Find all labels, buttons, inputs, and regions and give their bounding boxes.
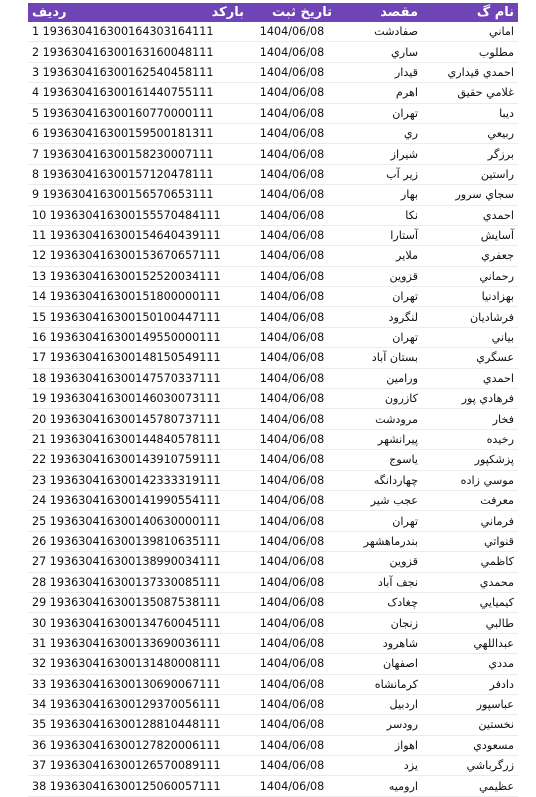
- table-row: [28, 429, 518, 449]
- header-date: تاریخ ثبت: [248, 3, 336, 22]
- row-date: 1404/06/08: [248, 409, 336, 429]
- table-row: [28, 552, 518, 572]
- row-date: 1404/06/08: [248, 715, 336, 735]
- row-radif-barcode: 26 193630416300139810635111: [28, 531, 248, 551]
- row-destination: پيرانشهر: [336, 429, 422, 449]
- row-radif-barcode: 2 193630416300163160048111: [28, 42, 248, 62]
- table-row: [28, 144, 518, 164]
- table-row: [28, 123, 518, 143]
- row-name: بهزادنيا: [422, 287, 518, 307]
- row-destination: آستارا: [336, 225, 422, 245]
- row-radif-barcode: 23 193630416300142333319111: [28, 470, 248, 490]
- row-name: رخيده: [422, 429, 518, 449]
- row-date: 1404/06/08: [248, 674, 336, 694]
- row-name: زرگرباشي: [422, 756, 518, 776]
- row-destination: كرمانشاه: [336, 674, 422, 694]
- row-date: 1404/06/08: [248, 205, 336, 225]
- row-radif-barcode: 15 193630416300150100447111: [28, 307, 248, 327]
- table-row: [28, 42, 518, 62]
- row-name: برزگر: [422, 144, 518, 164]
- row-date: 1404/06/08: [248, 511, 336, 531]
- row-destination: تهران: [336, 511, 422, 531]
- row-date: 1404/06/08: [248, 572, 336, 592]
- row-destination: صفادشت: [336, 22, 422, 42]
- row-destination: اردبيل: [336, 694, 422, 714]
- row-name: احمدي: [422, 205, 518, 225]
- row-name: بياني: [422, 327, 518, 347]
- row-radif-barcode: 24 193630416300141990554111: [28, 490, 248, 510]
- table-row: [28, 674, 518, 694]
- table-header: [28, 3, 518, 22]
- row-radif-barcode: 22 193630416300143910759111: [28, 450, 248, 470]
- row-date: 1404/06/08: [248, 389, 336, 409]
- table-row: [28, 348, 518, 368]
- row-radif-barcode: 10 193630416300155570484111: [28, 205, 248, 225]
- row-date: 1404/06/08: [248, 62, 336, 82]
- row-radif-barcode: 25 193630416300140630000111: [28, 511, 248, 531]
- table-row: [28, 613, 518, 633]
- table-row: [28, 694, 518, 714]
- row-name: رحماني: [422, 266, 518, 286]
- row-date: 1404/06/08: [248, 735, 336, 755]
- table-row: [28, 776, 518, 796]
- row-destination: نكا: [336, 205, 422, 225]
- header-barcode: بارکد: [218, 3, 248, 22]
- row-radif-barcode: 4 193630416300161440755111: [28, 83, 248, 103]
- row-name: احمدي قيداري: [422, 62, 518, 82]
- row-destination: چهاردانگه: [336, 470, 422, 490]
- row-date: 1404/06/08: [248, 287, 336, 307]
- shipment-table: [28, 3, 518, 797]
- row-radif-barcode: 3 193630416300162540458111: [28, 62, 248, 82]
- row-destination: چغادک: [336, 592, 422, 612]
- row-name: فرهادي پور: [422, 389, 518, 409]
- row-name: عسگري: [422, 348, 518, 368]
- row-radif-barcode: 13 193630416300152520034111: [28, 266, 248, 286]
- row-date: 1404/06/08: [248, 592, 336, 612]
- row-name: عظيمي: [422, 776, 518, 796]
- row-destination: بندرماهشهر: [336, 531, 422, 551]
- row-destination: اهواز: [336, 735, 422, 755]
- table-row: [28, 592, 518, 612]
- row-name: ديبا: [422, 103, 518, 123]
- row-name: پزشكپور: [422, 450, 518, 470]
- row-name: موسي زاده: [422, 470, 518, 490]
- row-radif-barcode: 16 193630416300149550000111: [28, 327, 248, 347]
- row-radif-barcode: 17 193630416300148150549111: [28, 348, 248, 368]
- row-date: 1404/06/08: [248, 164, 336, 184]
- row-radif-barcode: 9 193630416300156570653111: [28, 185, 248, 205]
- row-name: عباسپور: [422, 694, 518, 714]
- row-destination: يزد: [336, 756, 422, 776]
- row-radif-barcode: 29 193630416300135087538111: [28, 592, 248, 612]
- row-name: دادفر: [422, 674, 518, 694]
- table-row: [28, 327, 518, 347]
- header-name: نام گ: [422, 3, 518, 22]
- row-date: 1404/06/08: [248, 307, 336, 327]
- table-row: [28, 266, 518, 286]
- table-row: [28, 62, 518, 82]
- row-date: 1404/06/08: [248, 470, 336, 490]
- row-name: قنواتي: [422, 531, 518, 551]
- table-row: [28, 470, 518, 490]
- row-destination: شاهرود: [336, 633, 422, 653]
- row-name: جعفري: [422, 246, 518, 266]
- table-row: [28, 225, 518, 245]
- row-destination: قزوين: [336, 552, 422, 572]
- row-date: 1404/06/08: [248, 83, 336, 103]
- row-date: 1404/06/08: [248, 144, 336, 164]
- header-row: [28, 3, 518, 22]
- table-row: [28, 572, 518, 592]
- row-name: كاظمي: [422, 552, 518, 572]
- row-name: كيميايي: [422, 592, 518, 612]
- row-date: 1404/06/08: [248, 327, 336, 347]
- row-destination: قزوين: [336, 266, 422, 286]
- table-row: [28, 409, 518, 429]
- row-date: 1404/06/08: [248, 103, 336, 123]
- table-row: [28, 205, 518, 225]
- row-destination: زنجان: [336, 613, 422, 633]
- row-destination: بهار: [336, 185, 422, 205]
- row-destination: تهران: [336, 287, 422, 307]
- row-date: 1404/06/08: [248, 225, 336, 245]
- row-destination: كازرون: [336, 389, 422, 409]
- table-row: [28, 633, 518, 653]
- row-date: 1404/06/08: [248, 490, 336, 510]
- row-date: 1404/06/08: [248, 368, 336, 388]
- table-row: [28, 511, 518, 531]
- row-date: 1404/06/08: [248, 552, 336, 572]
- row-date: 1404/06/08: [248, 266, 336, 286]
- row-destination: تهران: [336, 327, 422, 347]
- row-date: 1404/06/08: [248, 694, 336, 714]
- row-radif-barcode: 6 193630416300159500181311: [28, 123, 248, 143]
- row-destination: لنگرود: [336, 307, 422, 327]
- header-destination: مقصد: [336, 3, 422, 22]
- row-name: احمدي: [422, 368, 518, 388]
- row-date: 1404/06/08: [248, 654, 336, 674]
- row-destination: اصفهان: [336, 654, 422, 674]
- row-name: آسايش: [422, 225, 518, 245]
- row-radif-barcode: 28 193630416300137330085111: [28, 572, 248, 592]
- table-row: [28, 103, 518, 123]
- row-date: 1404/06/08: [248, 185, 336, 205]
- row-date: 1404/06/08: [248, 42, 336, 62]
- row-name: مطلوب: [422, 42, 518, 62]
- table-row: [28, 531, 518, 551]
- row-radif-barcode: 35 193630416300128810448111: [28, 715, 248, 735]
- row-name: معرفت: [422, 490, 518, 510]
- row-radif-barcode: 32 193630416300131480008111: [28, 654, 248, 674]
- row-radif-barcode: 38 193630416300125060057111: [28, 776, 248, 796]
- row-radif-barcode: 36 193630416300127820006111: [28, 735, 248, 755]
- row-radif-barcode: 27 193630416300138990034111: [28, 552, 248, 572]
- row-destination: ملاير: [336, 246, 422, 266]
- row-date: 1404/06/08: [248, 348, 336, 368]
- row-destination: زير آب: [336, 164, 422, 184]
- table-row: [28, 185, 518, 205]
- row-date: 1404/06/08: [248, 246, 336, 266]
- row-name: مسعودي: [422, 735, 518, 755]
- table-row: [28, 715, 518, 735]
- row-destination: ساري: [336, 42, 422, 62]
- row-destination: مرودشت: [336, 409, 422, 429]
- row-radif-barcode: 21 193630416300144840578111: [28, 429, 248, 449]
- row-name: فخار: [422, 409, 518, 429]
- row-destination: اهرم: [336, 83, 422, 103]
- row-name: غلامي حقيق: [422, 83, 518, 103]
- row-radif-barcode: 31 193630416300133690036111: [28, 633, 248, 653]
- row-date: 1404/06/08: [248, 123, 336, 143]
- table-row: [28, 368, 518, 388]
- row-radif-barcode: 37 193630416300126570089111: [28, 756, 248, 776]
- row-name: نخستين: [422, 715, 518, 735]
- row-name: اماني: [422, 22, 518, 42]
- table-row: [28, 490, 518, 510]
- row-destination: ياسوج: [336, 450, 422, 470]
- row-radif-barcode: 19 193630416300146030073111: [28, 389, 248, 409]
- row-name: فرشاديان: [422, 307, 518, 327]
- table-row: [28, 735, 518, 755]
- table-row: [28, 22, 518, 42]
- row-date: 1404/06/08: [248, 613, 336, 633]
- row-date: 1404/06/08: [248, 756, 336, 776]
- shipment-table-container: [28, 3, 518, 797]
- table-row: [28, 307, 518, 327]
- row-date: 1404/06/08: [248, 633, 336, 653]
- row-radif-barcode: 33 193630416300130690067111: [28, 674, 248, 694]
- row-destination: اروميه: [336, 776, 422, 796]
- row-radif-barcode: 8 193630416300157120478111: [28, 164, 248, 184]
- row-date: 1404/06/08: [248, 22, 336, 42]
- table-row: [28, 654, 518, 674]
- table-body: [28, 22, 518, 796]
- row-radif-barcode: 30 193630416300134760045111: [28, 613, 248, 633]
- row-destination: بستان آباد: [336, 348, 422, 368]
- row-destination: ورامين: [336, 368, 422, 388]
- row-name: محمدي: [422, 572, 518, 592]
- row-name: راستين: [422, 164, 518, 184]
- row-name: فرماني: [422, 511, 518, 531]
- table-row: [28, 287, 518, 307]
- row-radif-barcode: 14 193630416300151800000111: [28, 287, 248, 307]
- header-radif: ردیف: [28, 3, 218, 22]
- row-date: 1404/06/08: [248, 776, 336, 796]
- row-radif-barcode: 7 193630416300158230007111: [28, 144, 248, 164]
- row-name: عبداللهي: [422, 633, 518, 653]
- row-name: ربيعي: [422, 123, 518, 143]
- row-radif-barcode: 34 193630416300129370056111: [28, 694, 248, 714]
- row-destination: رودسر: [336, 715, 422, 735]
- table-row: [28, 389, 518, 409]
- table-row: [28, 756, 518, 776]
- row-destination: ري: [336, 123, 422, 143]
- row-radif-barcode: 5 193630416300160770000111: [28, 103, 248, 123]
- row-date: 1404/06/08: [248, 531, 336, 551]
- row-name: طالبي: [422, 613, 518, 633]
- row-destination: شيراز: [336, 144, 422, 164]
- row-destination: عجب شير: [336, 490, 422, 510]
- row-radif-barcode: 11 193630416300154640439111: [28, 225, 248, 245]
- row-name: مددي: [422, 654, 518, 674]
- row-radif-barcode: 20 193630416300145780737111: [28, 409, 248, 429]
- row-radif-barcode: 1 193630416300164303164111: [28, 22, 248, 42]
- row-destination: نجف آباد: [336, 572, 422, 592]
- row-date: 1404/06/08: [248, 450, 336, 470]
- row-date: 1404/06/08: [248, 429, 336, 449]
- table-row: [28, 164, 518, 184]
- row-name: سجاي سرور: [422, 185, 518, 205]
- row-radif-barcode: 18 193630416300147570337111: [28, 368, 248, 388]
- table-row: [28, 83, 518, 103]
- row-destination: قيدار: [336, 62, 422, 82]
- row-radif-barcode: 12 193630416300153670657111: [28, 246, 248, 266]
- table-row: [28, 246, 518, 266]
- row-destination: تهران: [336, 103, 422, 123]
- table-row: [28, 450, 518, 470]
